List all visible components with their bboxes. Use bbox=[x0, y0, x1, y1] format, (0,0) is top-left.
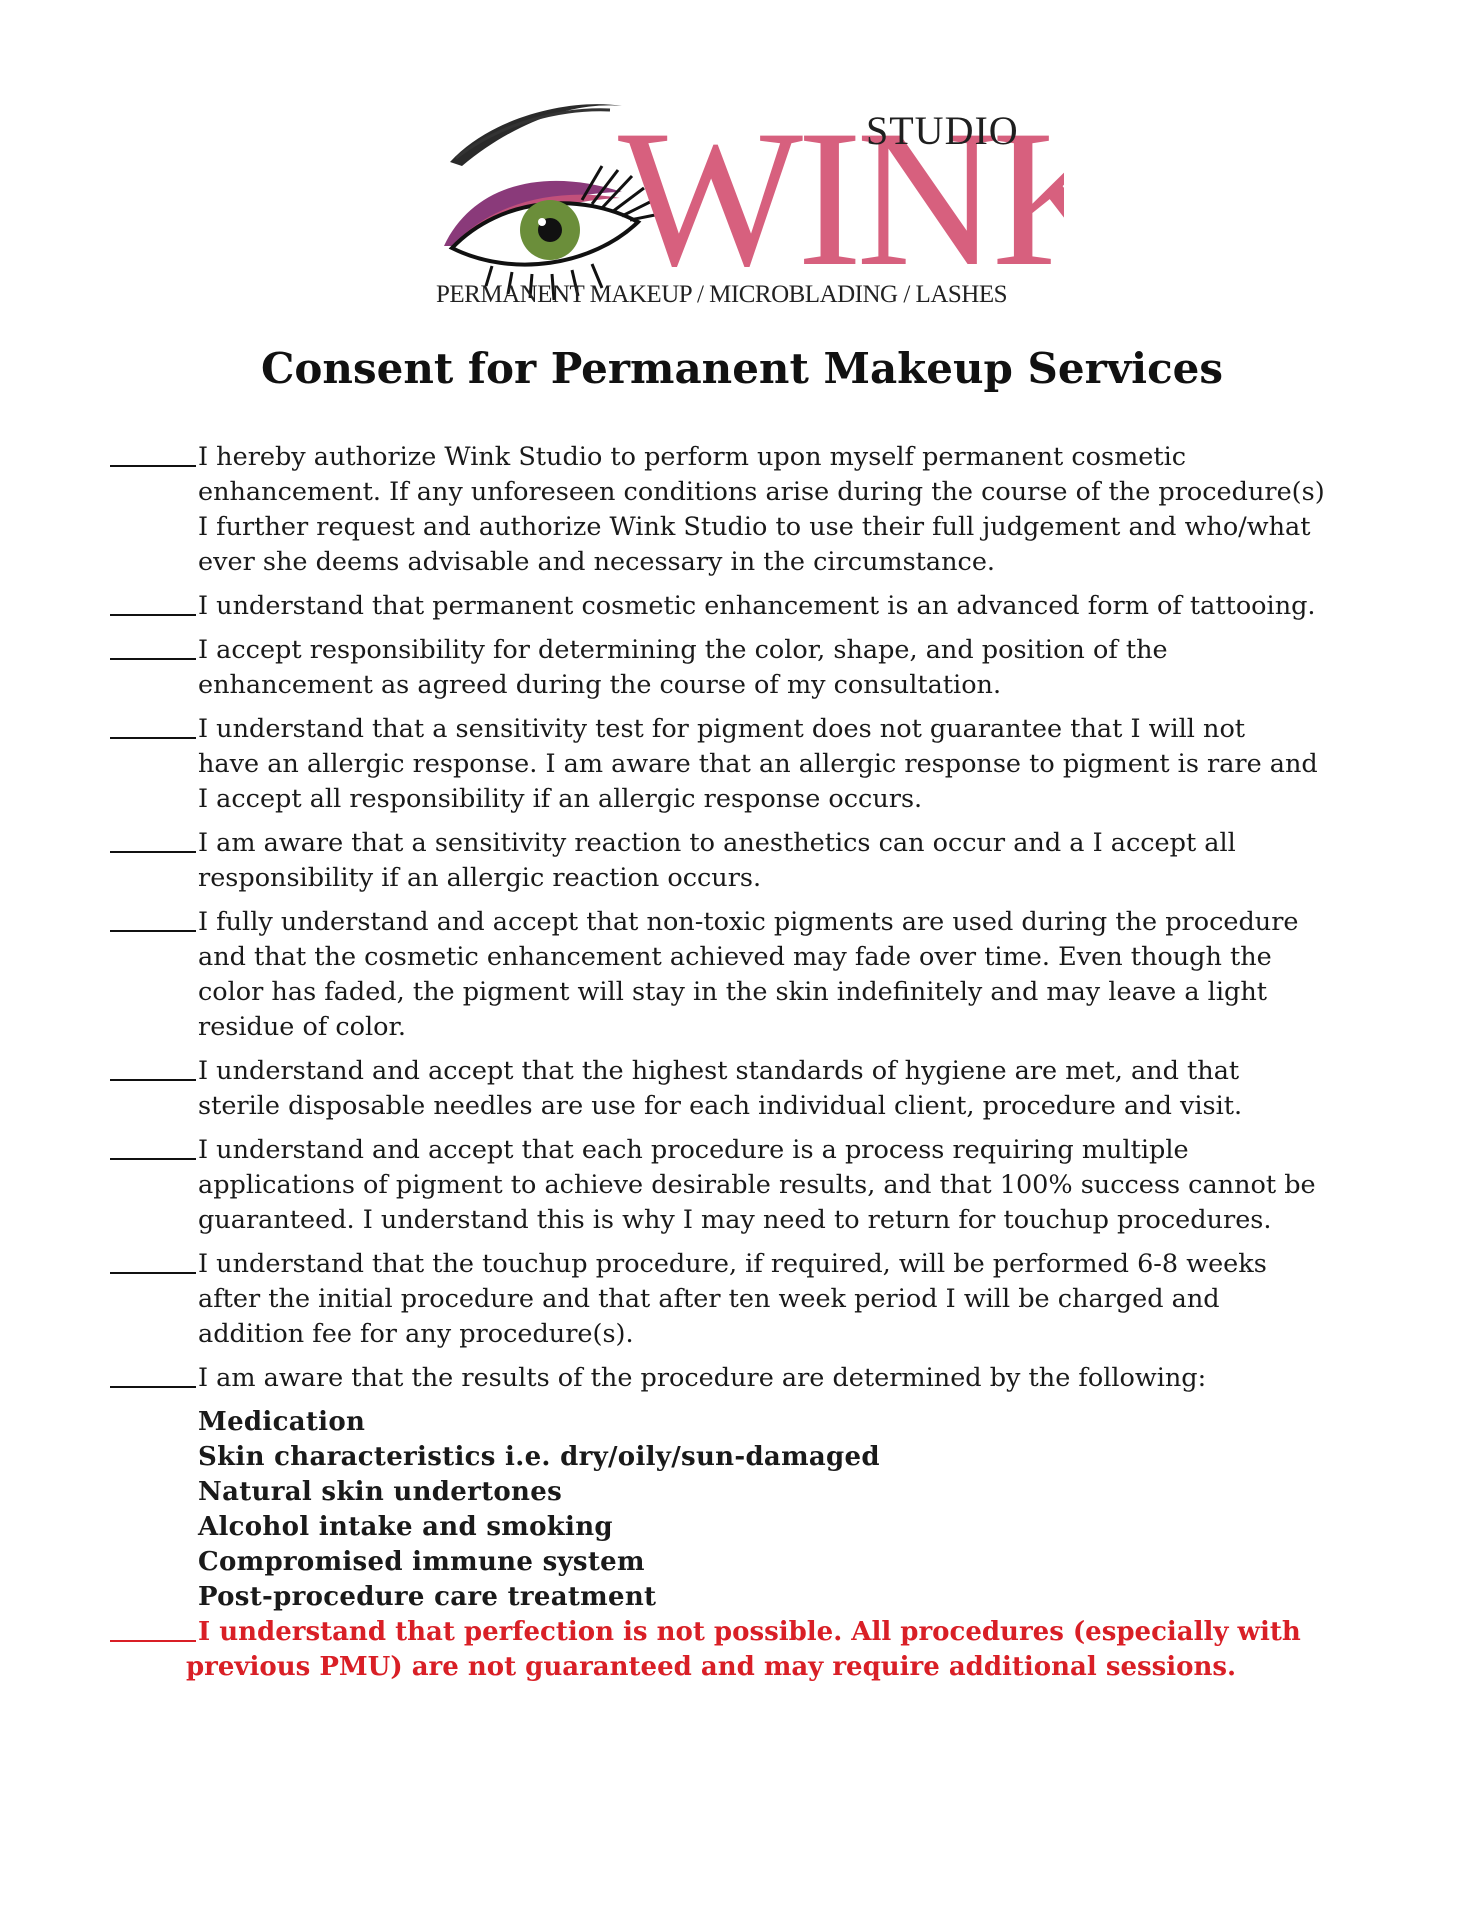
factor-item: Natural skin undertones bbox=[198, 1477, 563, 1507]
factor-item: Post-procedure care treatment bbox=[198, 1582, 657, 1612]
consent-text: I understand and accept that the highest standards of hygiene are met, and that sterile disposable needles are use for each individual client, procedure and visit. bbox=[198, 1056, 1243, 1121]
initial-blank[interactable] bbox=[110, 1361, 196, 1388]
studio-logo bbox=[432, 96, 1064, 324]
initial-blank[interactable] bbox=[110, 826, 196, 853]
initial-blank[interactable] bbox=[110, 1054, 196, 1081]
consent-item bbox=[110, 440, 1380, 580]
consent-text: I am aware that the results of the procedure are determined by the following: bbox=[198, 1363, 1207, 1393]
consent-item bbox=[110, 905, 1380, 1045]
consent-text: I understand that a sensitivity test for pigment does not guarantee that I will not have an allergic response. I am aware that an allergic response to pigment is rare and I accept all responsibility if an allergic response occurs. bbox=[198, 714, 1318, 814]
initial-blank[interactable] bbox=[110, 905, 196, 932]
consent-item bbox=[110, 1054, 1380, 1124]
initial-blank[interactable] bbox=[110, 589, 196, 616]
consent-text: I understand that permanent cosmetic enhancement is an advanced form of tattooing. bbox=[198, 591, 1316, 621]
consent-text: I am aware that a sensitivity reaction to anesthetics can occur and a I accept all responsibility if an allergic reaction occurs. bbox=[198, 828, 1236, 893]
initial-blank[interactable] bbox=[110, 440, 196, 467]
page-title: Consent for Permanent Makeup Services bbox=[260, 344, 1224, 393]
factor-item: Alcohol intake and smoking bbox=[198, 1512, 613, 1542]
initial-blank[interactable] bbox=[110, 1133, 196, 1160]
initial-blank[interactable] bbox=[110, 712, 196, 739]
eyebrow-graphic bbox=[450, 104, 622, 166]
consent-text: I understand and accept that each procedure is a process requiring multiple applications of pigment to achieve desirable results, and that 100% success cannot be guaranteed. I understand this is why I may need to return for touchup procedures. bbox=[198, 1135, 1316, 1235]
warning-text-line2: previous PMU) are not guaranteed and may require additional sessions. bbox=[186, 1652, 1237, 1682]
consent-text: I accept responsibility for determining the color, shape, and position of the enhancement as agreed during the course of my consultation. bbox=[198, 635, 1168, 700]
consent-item bbox=[110, 712, 1380, 817]
factors-list bbox=[198, 1405, 1380, 1615]
initial-blank[interactable] bbox=[110, 1247, 196, 1274]
consent-item bbox=[110, 826, 1380, 896]
factor-item: Medication bbox=[198, 1407, 366, 1437]
consent-text: I fully understand and accept that non-toxic pigments are used during the procedure and that the cosmetic enhancement achieved may fade over time. Even though the color has faded, the pigment will stay in the skin indefinitely and may leave a light residue of color. bbox=[198, 907, 1299, 1042]
consent-text: I understand that the touchup procedure, if required, will be performed 6-8 weeks after the initial procedure and that after ten week period I will be charged and addition fee for any procedure(s). bbox=[198, 1249, 1267, 1349]
consent-text: I hereby authorize Wink Studio to perform upon myself permanent cosmetic enhancement. If any unforeseen conditions arise during the course of the procedure(s) I further request and authorize Wink Studio to use their full judgement and who/what ever she deems advisable and necessary in the circumstance. bbox=[198, 442, 1325, 577]
initial-blank[interactable] bbox=[110, 633, 196, 660]
consent-item bbox=[110, 589, 1380, 624]
warning-item bbox=[110, 1615, 1380, 1650]
logo-wink-text: WINK bbox=[618, 96, 1064, 307]
factor-item: Skin characteristics i.e. dry/oily/sun-damaged bbox=[198, 1442, 880, 1472]
consent-item bbox=[110, 1247, 1380, 1352]
consent-item bbox=[110, 633, 1380, 703]
consent-item bbox=[110, 1361, 1380, 1396]
warning-text-line1: I understand that perfection is not possible. All procedures (especially with bbox=[198, 1617, 1301, 1647]
logo-studio-text: STUDIO bbox=[866, 108, 1019, 153]
logo-tagline: PERMANENT MAKEUP / MICROBLADING / LASHES bbox=[436, 281, 1008, 308]
factor-item: Compromised immune system bbox=[198, 1547, 645, 1577]
initial-blank[interactable] bbox=[110, 1615, 196, 1642]
consent-item bbox=[110, 1133, 1380, 1238]
consent-list bbox=[110, 440, 1380, 1685]
